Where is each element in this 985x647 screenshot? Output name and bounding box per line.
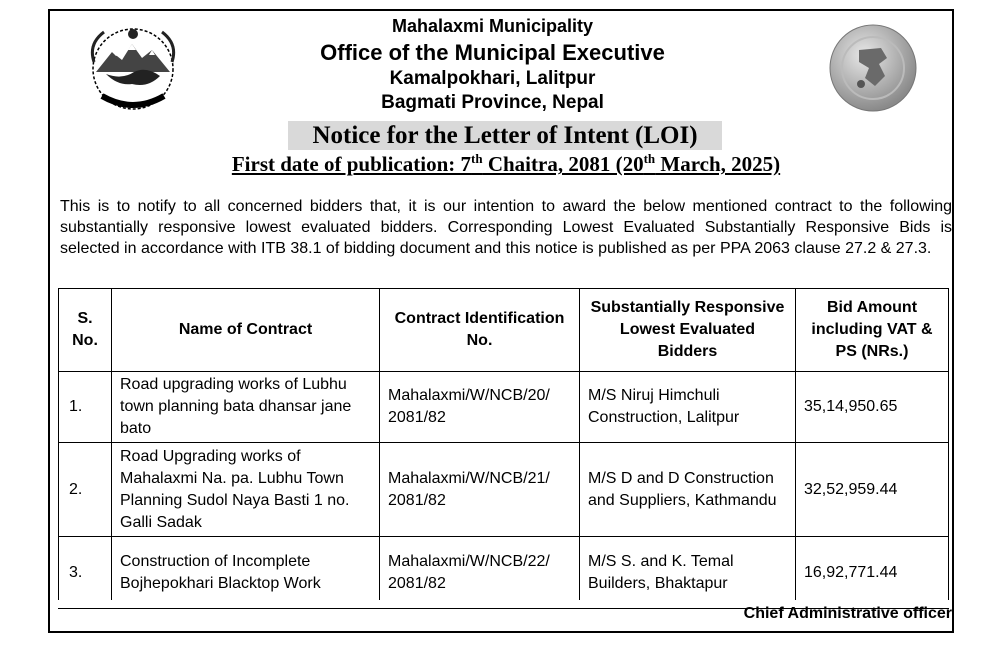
office-name: Office of the Municipal Executive <box>320 40 665 65</box>
column-header-sn: S. No. <box>59 289 112 372</box>
column-header-amount: Bid Amount including VAT & PS (NRs.) <box>796 289 949 372</box>
row-contract-name: Road Upgrading works of Mahalaxmi Na. pa. Lubhu Town Planning Sudol Naya Basti 1 no. Galli Sadak <box>112 443 380 537</box>
column-header-name: Name of Contract <box>112 289 380 372</box>
row-contract-name: Road upgrading works of Lubhu town planning bata dhansar jane bato <box>112 372 380 443</box>
row-contract-id: Mahalaxmi/W/NCB/22/ 2081/82 <box>380 537 580 609</box>
row-bidder: M/S S. and K. Temal Builders, Bhaktapur <box>580 537 796 609</box>
row-contract-name: Construction of Incomplete Bojhepokhari Blacktop Work <box>112 537 380 609</box>
intro-paragraph: This is to notify to all concerned bidders that, it is our intention to award the below mentioned contract to the following substantially responsive lowest evaluated bidders. Corresponding Lowest Evaluated Substantially Responsive Bids is selected in accordance with ITB 38.1 of bidding document and this notice is published as per PPA 2063 clause 27.2 & 27.3. <box>60 198 952 257</box>
row-bidder: M/S D and D Construction and Suppliers, Kathmandu <box>580 443 796 537</box>
contracts-table <box>58 288 949 609</box>
row-sn: 3. <box>59 537 112 609</box>
table-header-row <box>59 289 949 372</box>
office-address: Kamalpokhari, Lalitpur <box>389 68 596 89</box>
table-row <box>59 372 949 443</box>
row-contract-id: Mahalaxmi/W/NCB/20/ 2081/82 <box>380 372 580 443</box>
province-name: Bagmati Province, Nepal <box>381 92 604 113</box>
row-bid-amount: 16,92,771.44 <box>796 537 949 609</box>
row-contract-id: Mahalaxmi/W/NCB/21/ 2081/82 <box>380 443 580 537</box>
publication-date: First date of publication: 7th Chaitra, 2081 (20th March, 2025) <box>231 151 781 176</box>
row-bid-amount: 32,52,959.44 <box>796 443 949 537</box>
column-header-id: Contract Identification No. <box>380 289 580 372</box>
table-row <box>59 443 949 537</box>
signature-title: Chief Administrative officer <box>743 605 952 622</box>
municipality-name: Mahalaxmi Municipality <box>391 16 594 36</box>
notice-title: Notice for the Letter of Intent (LOI) <box>312 122 698 149</box>
column-header-bidder: Substantially Responsive Lowest Evaluated Bidders <box>580 289 796 372</box>
row-sn: 2. <box>59 443 112 537</box>
notice-title-box <box>288 121 722 150</box>
row-bid-amount: 35,14,950.65 <box>796 372 949 443</box>
row-bidder: M/S Niruj Himchuli Construction, Lalitpur <box>580 372 796 443</box>
row-sn: 1. <box>59 372 112 443</box>
table-row <box>59 537 949 609</box>
